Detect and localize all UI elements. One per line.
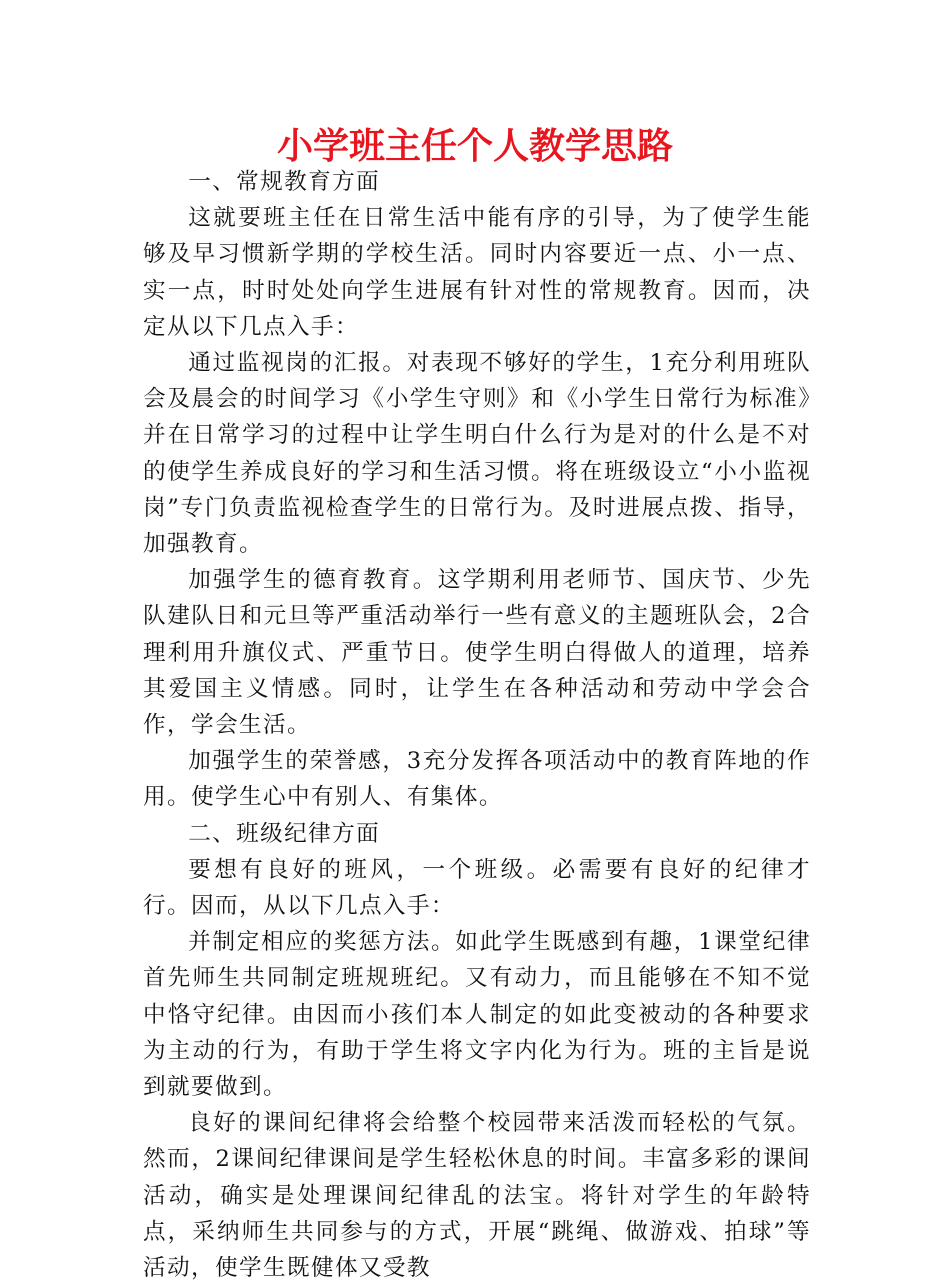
section-heading-routine-education: 一、常规教育方面	[188, 169, 381, 195]
paragraph: 良好的课间纪律将会给整个校园带来活泼而轻松的气氛。然而，2课间纪律课间是学生轻松休息的时间。丰富多彩的课间活动，确实是处理课间纪律乱的法宝。将针对学生的年龄特点，采纳师生共同参与的方式，开展“跳绳、做游戏、拍球”等活动，使学生既健体又受教	[143, 1110, 811, 1282]
paragraph: 通过监视岗的汇报。对表现不够好的学生，1充分利用班队会及晨会的时间学习《小学生守则》和《小学生日常行为标准》并在日常学习的过程中让学生明白什么行为是对的什么是不对的使学生养成良好的学习和生活习惯。将在班级设立“小小监视岗”专门负责监视检查学生的日常行为。及时进展点拨、指导，加强教育。	[143, 350, 811, 558]
paragraph: 加强学生的荣誉感，3充分发挥各项活动中的教育阵地的作用。使学生心中有别人、有集体。	[143, 748, 811, 811]
paragraph: 并制定相应的奖惩方法。如此学生既感到有趣，1课堂纪律首先师生共同制定班规班纪。又有动力，而且能够在不知不觉中恪守纪律。由因而小孩们本人制定的如此变被动的各种要求为主动的行为，有助于学生将文字内化为行为。班的主旨是说到就要做到。	[143, 929, 811, 1101]
paragraph: 要想有良好的班风，一个班级。必需要有良好的纪律才行。因而，从以下几点入手：	[143, 856, 811, 920]
paragraph: 加强学生的德育教育。这学期利用老师节、国庆节、少先队建队日和元旦等严重活动举行一些有意义的主题班队会，2合理利用升旗仪式、严重节日。使学生明白得做人的道理，培养其爱国主义情感。同时，让学生在各种活动和劳动中学会合作，学会生活。	[143, 567, 811, 739]
document-body	[143, 164, 811, 1286]
paragraph: 这就要班主任在日常生活中能有序的引导，为了使学生能够及早习惯新学期的学校生活。同时内容要近一点、小一点、实一点，时时处处向学生进展有针对性的常规教育。因而，决定从以下几点入手：	[143, 205, 811, 340]
document-title: 小学班主任个人教学思路	[276, 126, 673, 167]
section-heading-class-discipline: 二、班级纪律方面	[188, 820, 381, 847]
